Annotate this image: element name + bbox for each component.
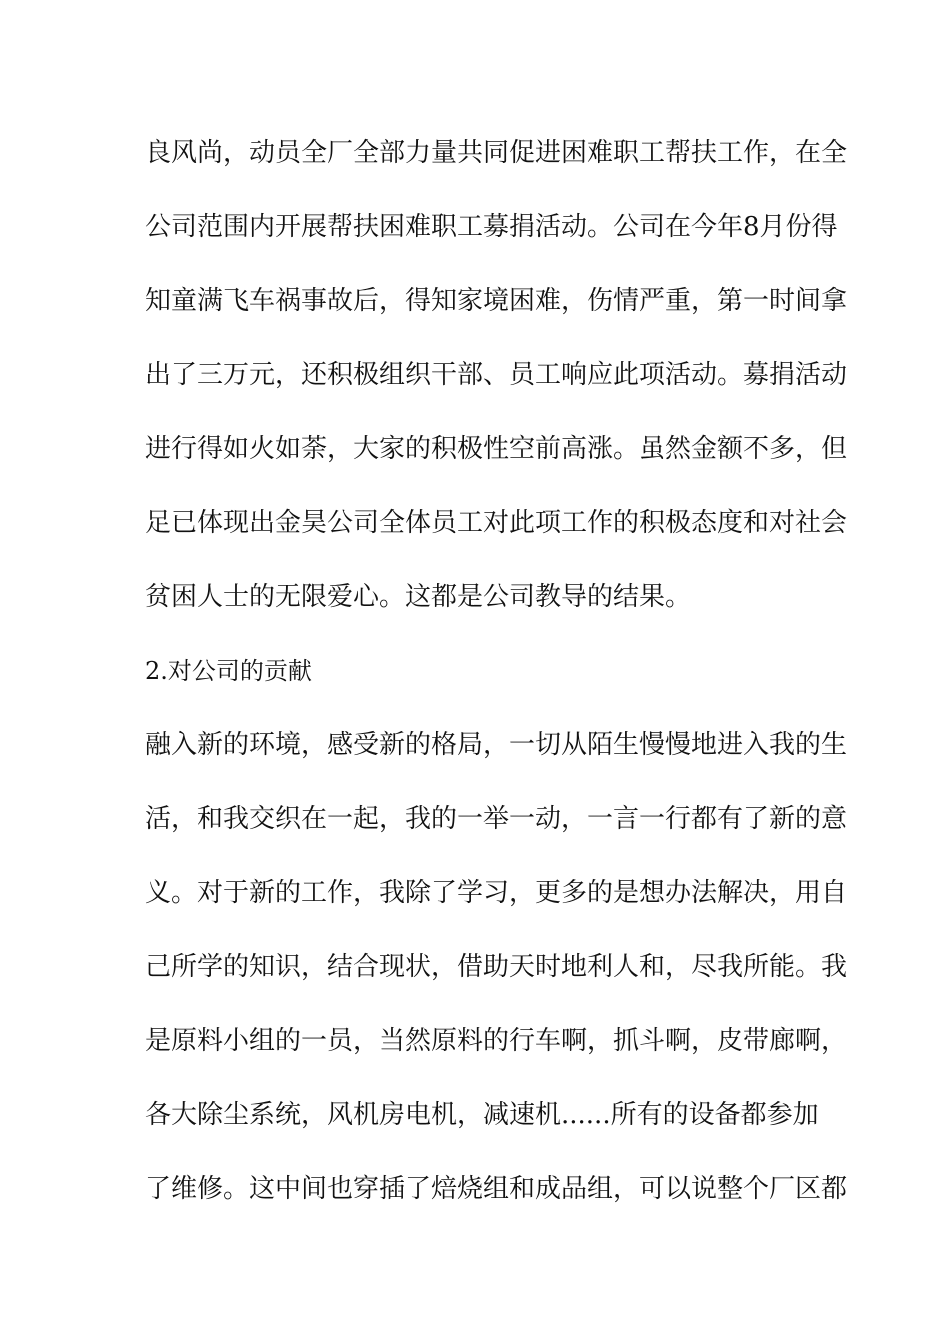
section-heading: 2.对公司的贡献 bbox=[145, 657, 312, 685]
text-line: 出了三万元，还积极组织干部、员工响应此项活动。募捐活动 bbox=[145, 360, 848, 390]
text-line: 己所学的知识，结合现状，借助天时地利人和，尽我所能。我 bbox=[145, 952, 848, 982]
text-line: 活，和我交织在一起，我的一举一动，一言一行都有了新的意 bbox=[145, 804, 848, 834]
text-line: 义。对于新的工作，我除了学习，更多的是想办法解决，用自 bbox=[145, 878, 848, 908]
text-line: 融入新的环境，感受新的格局，一切从陌生慢慢地进入我的生 bbox=[145, 730, 848, 760]
text-line: 各大除尘系统，风机房电机，减速机......所有的设备都参加 bbox=[145, 1100, 819, 1130]
text-line: 良风尚，动员全厂全部力量共同促进困难职工帮扶工作，在全 bbox=[145, 138, 848, 168]
text-line: 进行得如火如荼，大家的积极性空前高涨。虽然金额不多，但 bbox=[145, 434, 848, 464]
text-line: 知童满飞车祸事故后，得知家境困难，伤情严重，第一时间拿 bbox=[145, 286, 848, 316]
text-line: 了维修。这中间也穿插了焙烧组和成品组，可以说整个厂区都 bbox=[145, 1174, 848, 1204]
body-text bbox=[145, 126, 848, 1236]
text-line: 公司范围内开展帮扶困难职工募捐活动。公司在今年8月份得 bbox=[145, 212, 838, 242]
text-line: 足已体现出金昊公司全体员工对此项工作的积极态度和对社会 bbox=[145, 508, 848, 538]
text-line: 贫困人士的无限爱心。这都是公司教导的结果。 bbox=[145, 582, 692, 612]
text-line: 是原料小组的一员，当然原料的行车啊，抓斗啊，皮带廊啊， bbox=[145, 1026, 848, 1056]
